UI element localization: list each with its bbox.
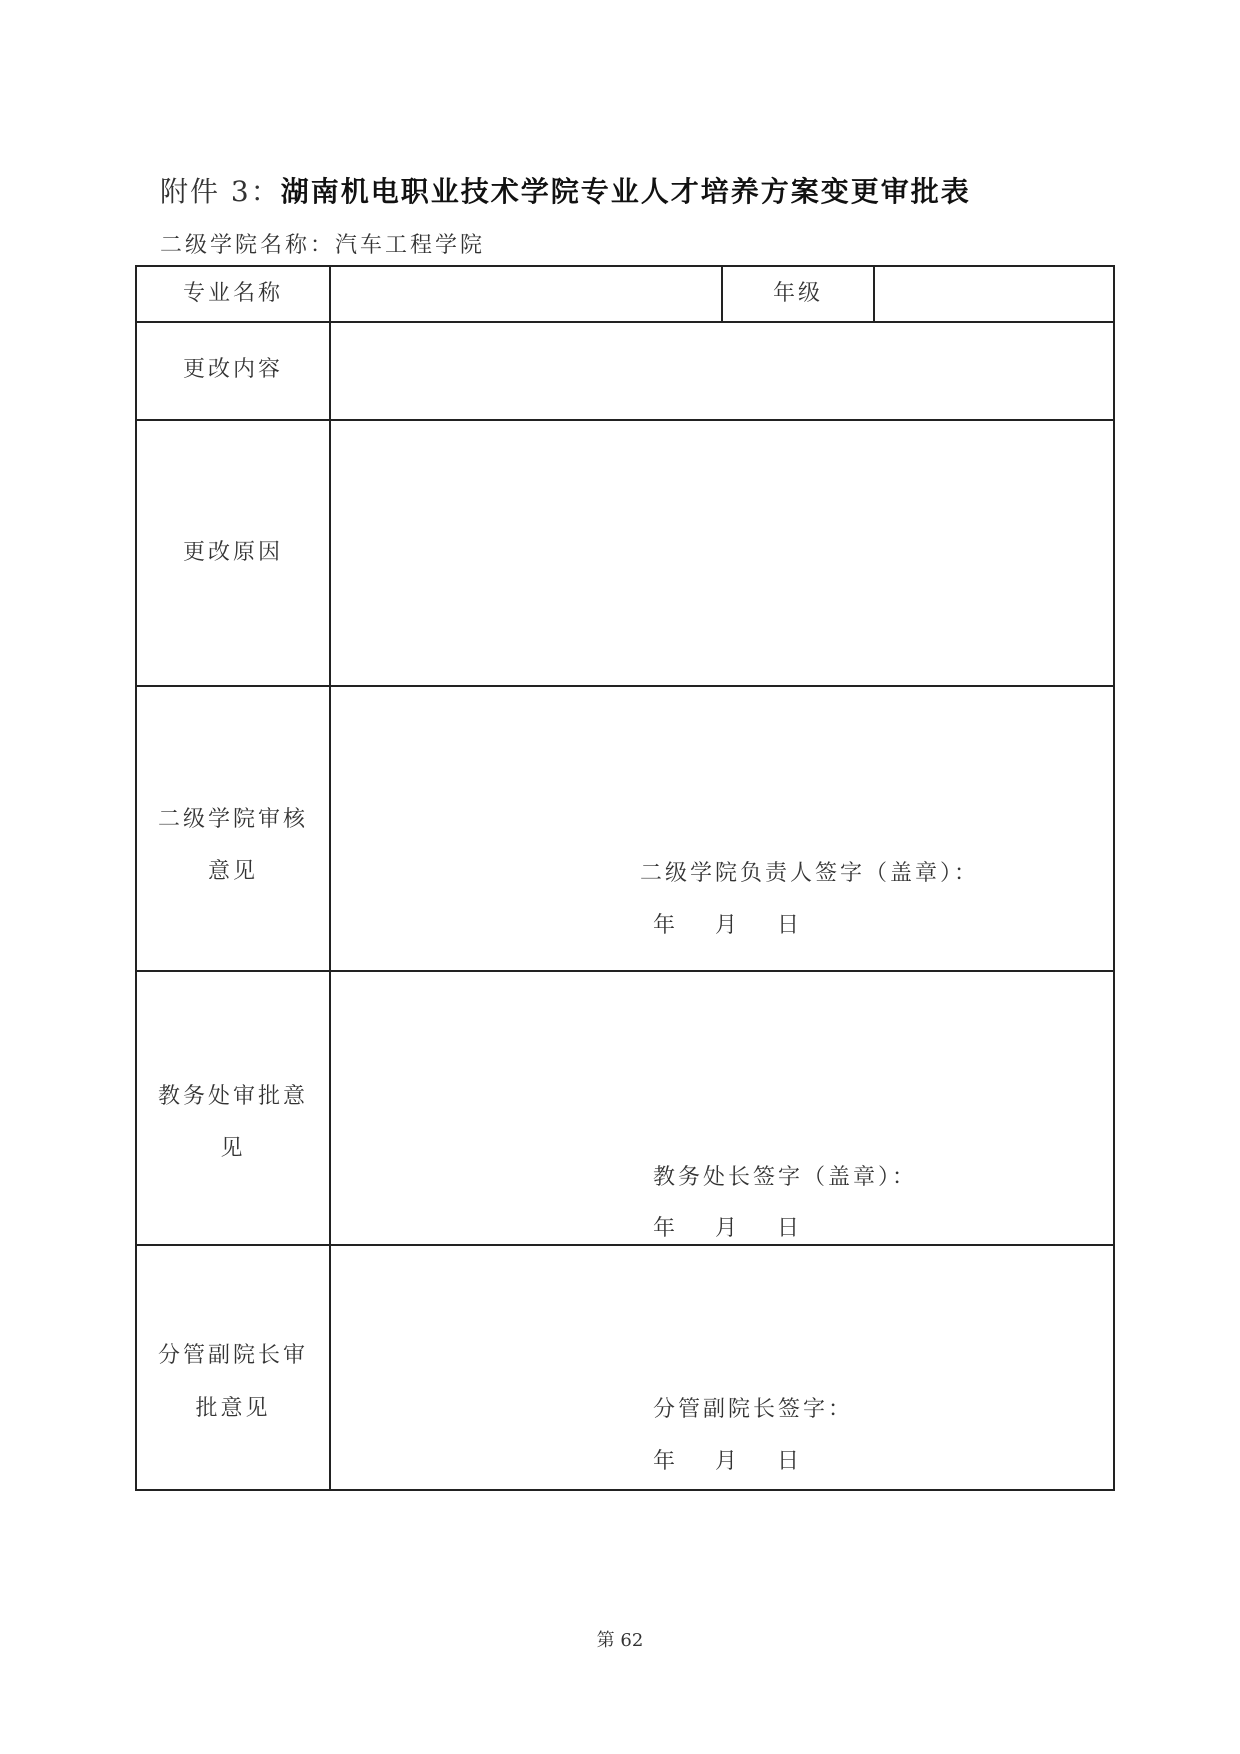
label-column-divider	[329, 267, 331, 1489]
vice-president-signature-label: 分管副院长签字：	[653, 1397, 854, 1422]
college-name-line: 二级学院名称：汽车工程学院	[160, 233, 486, 258]
date-year: 年	[653, 1449, 676, 1474]
college-review-label-line2: 意见	[207, 859, 258, 884]
college-head-signature-label: 二级学院负责人签字（盖章）：	[640, 861, 980, 886]
academic-affairs-label-line2: 见	[220, 1136, 246, 1161]
college-review-label-line1: 二级学院审核	[157, 807, 308, 832]
change-content-field[interactable]	[333, 325, 1113, 417]
vice-president-label-line1: 分管副院长审	[157, 1343, 308, 1368]
row-divider	[137, 970, 1113, 972]
attachment-number: 附件 3：	[160, 175, 281, 208]
grade-label: 年级	[772, 281, 823, 306]
grade-value-divider	[873, 267, 875, 321]
change-reason-field[interactable]	[333, 423, 1113, 683]
academic-affairs-label-line1: 教务处审批意	[157, 1084, 308, 1109]
academic-affairs-signature-label: 教务处长签字（盖章）：	[653, 1165, 918, 1190]
row-divider	[137, 419, 1113, 421]
date-day: 日	[777, 913, 800, 938]
row-divider	[137, 685, 1113, 687]
date-month: 月	[715, 1216, 738, 1241]
major-name-field[interactable]	[333, 269, 719, 319]
date-day: 日	[777, 1449, 800, 1474]
date-year: 年	[653, 1216, 676, 1241]
row-divider	[137, 321, 1113, 323]
change-reason-label: 更改原因	[182, 540, 283, 565]
date-month: 月	[715, 1449, 738, 1474]
major-name-label: 专业名称	[182, 281, 283, 306]
date-month: 月	[715, 913, 738, 938]
academic-affairs-field[interactable]	[333, 974, 1113, 1242]
vice-president-label-line2: 批意见	[195, 1396, 271, 1421]
row-divider	[137, 1244, 1113, 1246]
document-heading	[160, 172, 971, 212]
date-day: 日	[777, 1216, 800, 1241]
change-content-label: 更改内容	[182, 357, 283, 382]
approval-form-table	[135, 265, 1115, 1491]
document-title: 湖南机电职业技术学院专业人才培养方案变更审批表	[280, 175, 971, 208]
date-year: 年	[653, 913, 676, 938]
grade-field[interactable]	[877, 269, 1113, 319]
page-number: 第 62	[596, 1630, 644, 1651]
